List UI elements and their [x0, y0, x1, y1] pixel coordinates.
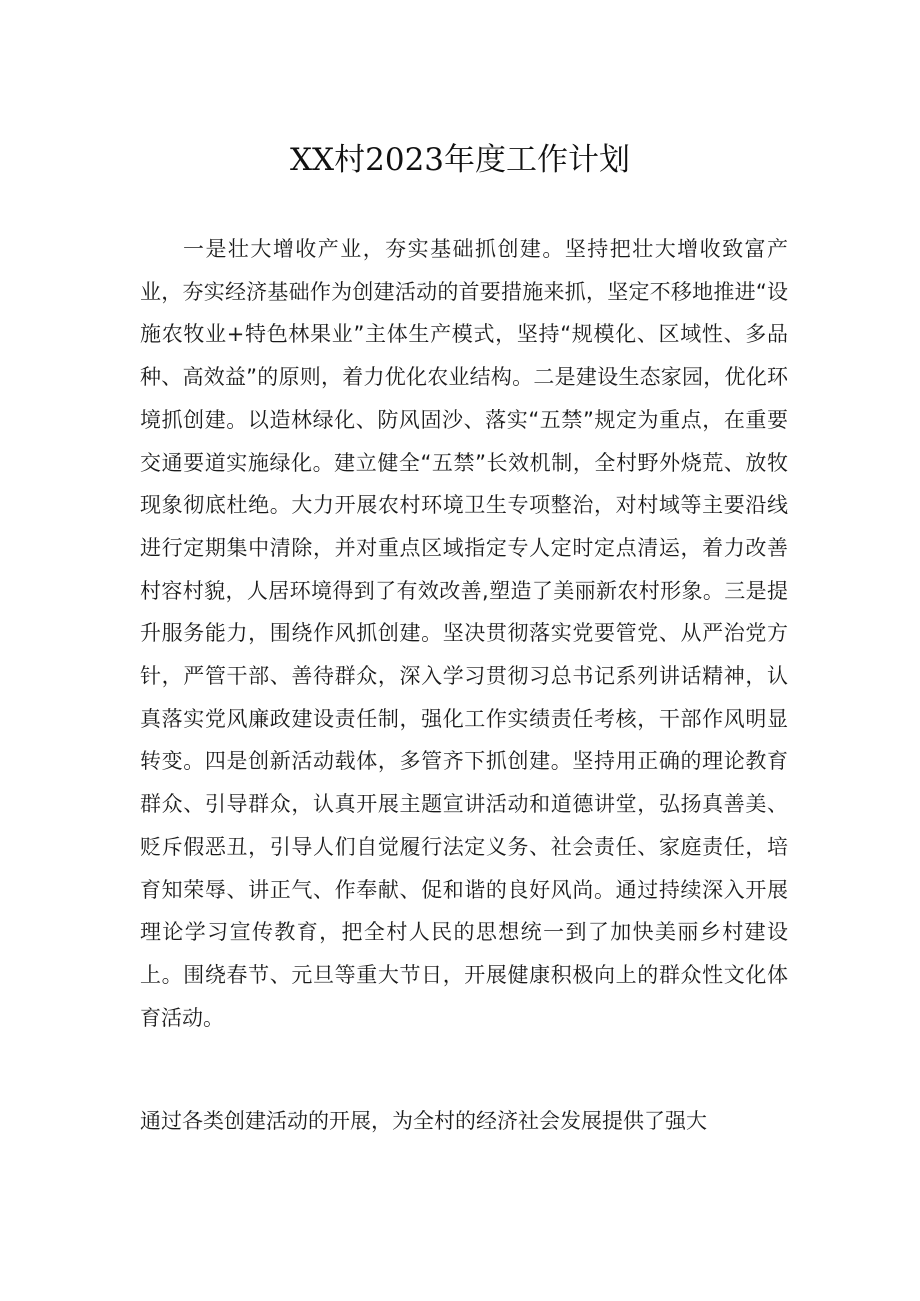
- body-paragraph-1: 一是壮大增收产业，夯实基础抓创建。坚持把壮大增收致富产业，夯实经济基础作为创建活动的首要措施来抓，坚定不移地推进“设施农牧业+特色林果业”主体生产模式，坚持“规模化、区域性、多品种、高效益”的原则，着力优化农业结构。二是建设生态家园，优化环境抓创建。以造林绿化、防风固沙、落实“五禁”规定为重点，在重要交通要道实施绿化。建立健全“五禁”长效机制，全村野外烧荒、放牧现象彻底杜绝。大力开展农村环境卫生专项整治，对村域等主要沿线进行定期集中清除，并对重点区域指定专人定时定点清运，着力改善村容村貌，人居环境得到了有效改善,塑造了美丽新农村形象。三是提升服务能力，围绕作风抓创建。坚决贯彻落实党要管党、从严治党方针，严管干部、善待群众，深入学习贯彻习总书记系列讲话精神，认真落实党风廉政建设责任制，强化工作实绩责任考核，干部作风明显转变。四是创新活动载体，多管齐下抓创建。坚持用正确的理论教育群众、引导群众，认真开展主题宣讲活动和道德讲堂，弘扬真善美、贬斥假恶丑，引导人们自觉履行法定义务、社会责任、家庭责任，培育知荣辱、讲正气、作奉献、促和谐的良好风尚。通过持续深入开展理论学习宣传教育，把全村人民的思想统一到了加快美丽乡村建设上。围绕春节、元旦等重大节日，开展健康积极向上的群众性文化体育活动。: [140, 237, 788, 1030]
- document-title: XX村2023年度工作计划: [289, 142, 631, 178]
- body-paragraph-2: 通过各类创建活动的开展，为全村的经济社会发展提供了强大: [140, 1109, 707, 1133]
